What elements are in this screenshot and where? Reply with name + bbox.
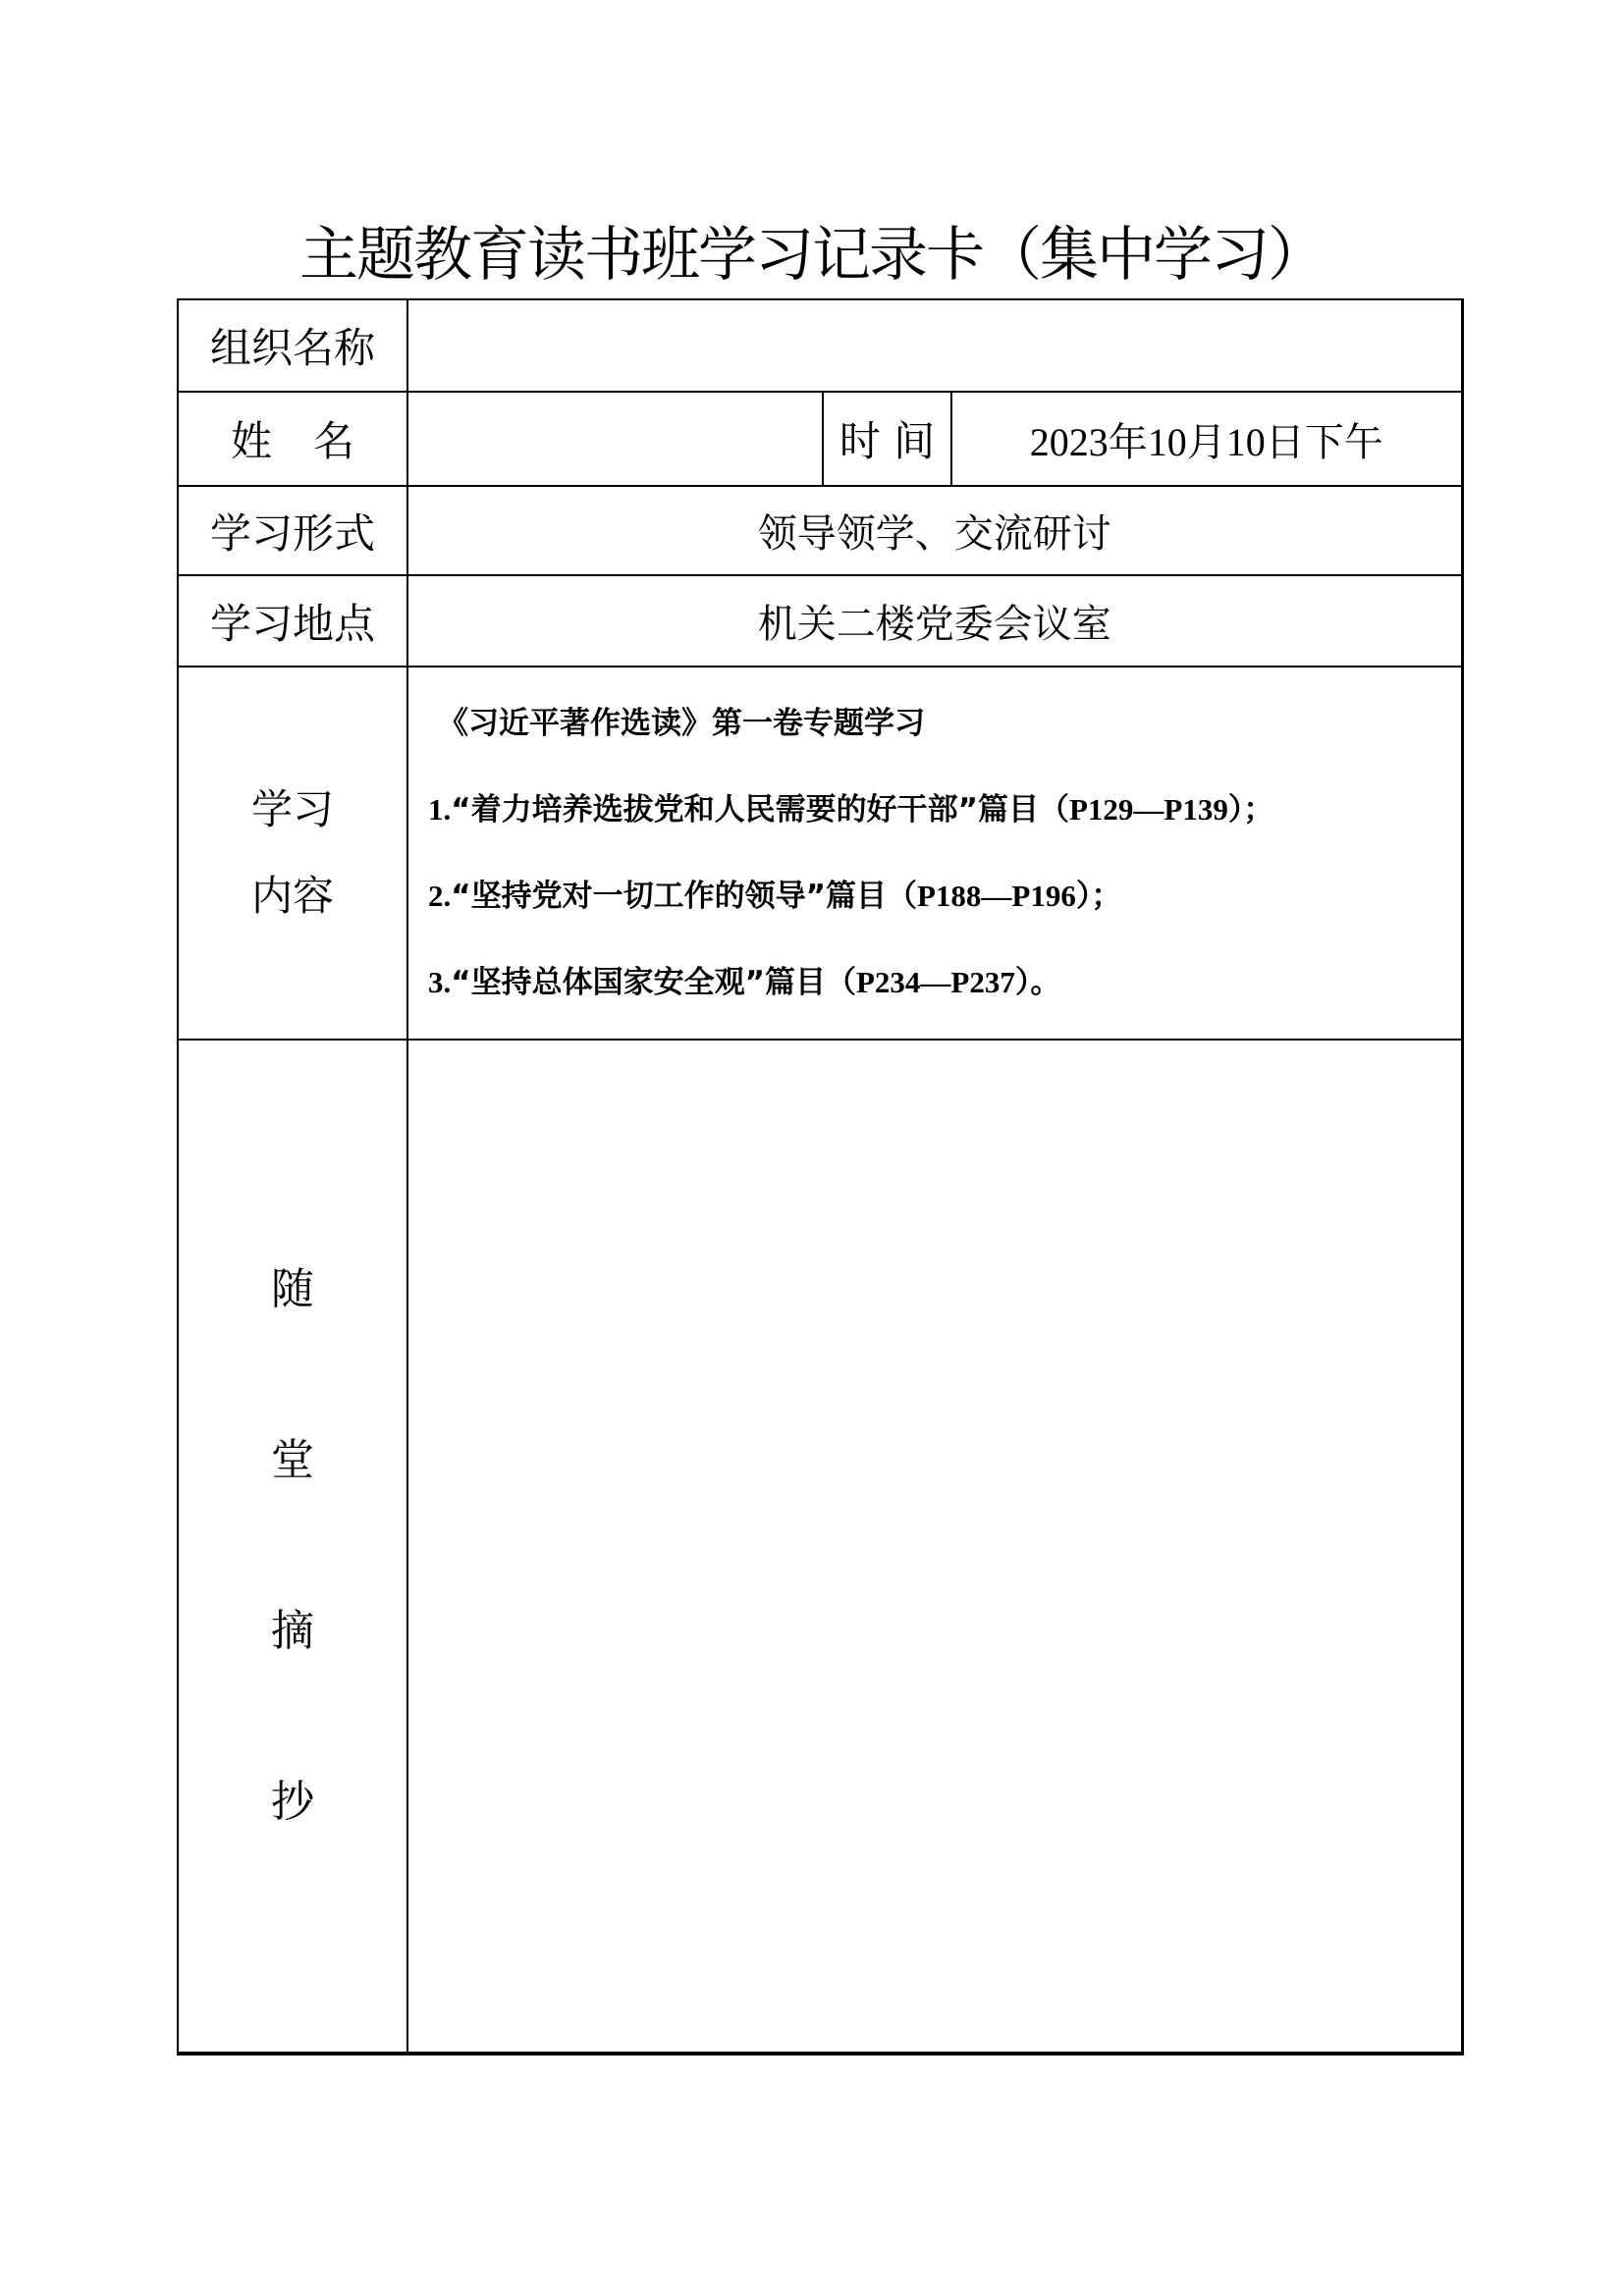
study-content-label-line1: 学习	[250, 785, 334, 833]
content-heading: 《习近平著作选读》第一卷专题学习	[438, 706, 925, 741]
study-place-label: 学习地点	[178, 575, 407, 667]
row-class-notes	[178, 1040, 1462, 2054]
class-notes-label-char: 随	[271, 1264, 314, 1314]
time-label: 时 间	[823, 392, 951, 486]
study-form-label: 学习形式	[178, 486, 407, 575]
study-content-value	[407, 667, 1462, 1040]
class-notes-field[interactable]	[407, 1040, 1462, 2054]
study-place-value: 机关二楼党委会议室	[407, 575, 1462, 667]
class-notes-label-char: 摘	[271, 1606, 314, 1656]
row-study-place	[178, 575, 1462, 667]
org-value-field[interactable]	[407, 299, 1462, 392]
row-name-time	[178, 392, 1462, 486]
row-study-form	[178, 486, 1462, 575]
class-notes-label-char: 堂	[271, 1435, 314, 1485]
content-item: 2.“坚持党对一切工作的领导”篇目（P188—P196）；	[428, 879, 1122, 914]
page-title: 主题教育读书班学习记录卡（集中学习）	[299, 221, 1325, 290]
study-content-label	[178, 667, 407, 1040]
name-value-field[interactable]	[407, 392, 823, 486]
record-card-table	[177, 298, 1464, 2056]
time-value: 2023年10月10日下午	[951, 392, 1462, 486]
org-label: 组织名称	[178, 299, 407, 392]
study-form-value: 领导领学、交流研讨	[407, 486, 1462, 575]
class-notes-label-char: 抄	[271, 1777, 314, 1827]
class-notes-label	[178, 1040, 407, 2054]
row-organization	[178, 299, 1462, 392]
row-study-content	[178, 667, 1462, 1040]
content-item: 1.“着力培养选拔党和人民需要的好干部”篇目（P129—P139）；	[428, 792, 1274, 828]
content-item: 3.“坚持总体国家安全观”篇目（P234—P237）。	[428, 965, 1061, 1000]
name-label: 姓 名	[178, 392, 407, 486]
study-content-label-line2: 内容	[250, 872, 334, 920]
